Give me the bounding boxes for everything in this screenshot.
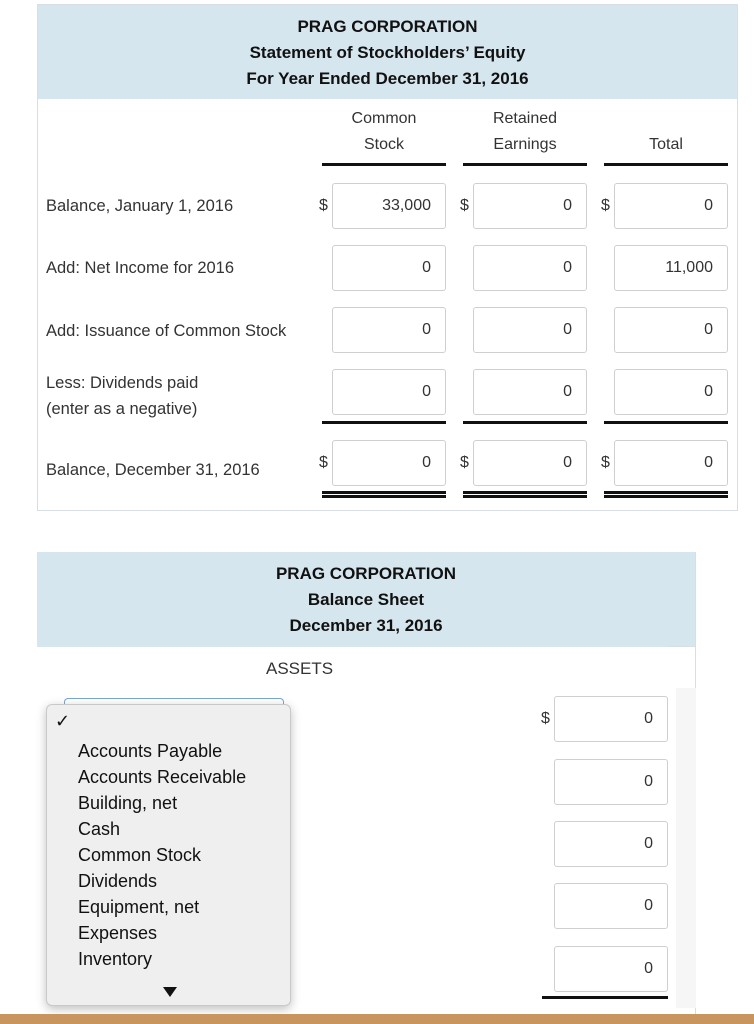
scroll-down-arrow-icon[interactable] (163, 987, 177, 997)
row-label-balance-jan: Balance, January 1, 2016 (46, 197, 234, 215)
equity-statement-title: Statement of Stockholders’ Equity (249, 43, 526, 62)
equity-company-name: PRAG CORPORATION (297, 17, 478, 36)
common-stock-balance-jan-input[interactable]: 33,000 (332, 183, 446, 229)
col-header-total: Total (649, 136, 683, 153)
total-balance-jan-input[interactable]: 0 (614, 183, 728, 229)
row-label-dividends: Less: Dividends paid (enter as a negative) (46, 374, 199, 418)
double-rule-total (604, 491, 728, 498)
retained-earnings-net-income-input[interactable]: 0 (473, 245, 587, 291)
subtotal-rule-total (604, 421, 728, 424)
account-dropdown-menu[interactable] (46, 704, 291, 1006)
header-rule-total (604, 163, 728, 166)
col-header-common-stock: Common Stock (351, 110, 417, 153)
double-rule-retained (463, 491, 587, 498)
row-label-balance-dec: Balance, December 31, 2016 (46, 461, 260, 479)
asset-amount-input[interactable]: 0 (554, 821, 668, 867)
dollar-sign: $ (460, 197, 469, 214)
equity-header (38, 5, 737, 99)
dollar-sign: $ (541, 710, 550, 727)
subtotal-rule-common (322, 421, 446, 424)
retained-earnings-dividends-input[interactable]: 0 (473, 369, 587, 415)
dollar-sign: $ (319, 454, 328, 471)
asset-amount-input[interactable]: 0 (554, 883, 668, 929)
dropdown-option-dividends[interactable]: Dividends (78, 871, 158, 891)
dollar-sign: $ (601, 197, 610, 214)
dropdown-option-cash[interactable]: Cash (78, 819, 121, 839)
col-header-retained-earnings: Retained Earnings (492, 110, 558, 153)
common-stock-net-income-input[interactable]: 0 (332, 245, 446, 291)
panel-edge-shade (676, 688, 696, 1008)
dropdown-option-building-net[interactable]: Building, net (78, 793, 178, 813)
retained-earnings-balance-dec-input[interactable]: 0 (473, 440, 587, 486)
checkmark-icon: ✓ (55, 711, 71, 731)
double-rule-common (322, 491, 446, 498)
dropdown-option-equipment-net[interactable]: Equipment, net (78, 897, 200, 917)
header-edge (667, 646, 696, 647)
dropdown-option-inventory[interactable]: Inventory (78, 949, 153, 969)
total-net-income-input[interactable]: 11,000 (614, 245, 728, 291)
bs-date: December 31, 2016 (289, 616, 443, 635)
asset-amount-input[interactable]: 0 (554, 946, 668, 992)
total-issuance-input[interactable]: 0 (614, 307, 728, 353)
asset-amount-input[interactable]: 0 (554, 759, 668, 805)
dollar-sign: $ (319, 197, 328, 214)
dollar-sign: $ (460, 454, 469, 471)
common-stock-dividends-input[interactable]: 0 (332, 369, 446, 415)
bottom-bar (0, 1014, 754, 1024)
row-label-issuance-common-stock: Add: Issuance of Common Stock (46, 322, 287, 340)
bs-company-name: PRAG CORPORATION (275, 564, 457, 583)
subtotal-rule-retained (463, 421, 587, 424)
dropdown-option-accounts-receivable[interactable]: Accounts Receivable (78, 767, 247, 787)
common-stock-issuance-input[interactable]: 0 (332, 307, 446, 353)
balance-sheet-header (37, 552, 695, 647)
asset-amount-input[interactable]: 0 (554, 696, 668, 742)
dollar-sign: $ (601, 454, 610, 471)
total-dividends-input[interactable]: 0 (614, 369, 728, 415)
total-assets-rule (542, 996, 668, 999)
retained-earnings-issuance-input[interactable]: 0 (473, 307, 587, 353)
equity-period: For Year Ended December 31, 2016 (246, 69, 529, 88)
header-rule-retained (463, 163, 587, 166)
retained-earnings-balance-jan-input[interactable]: 0 (473, 183, 587, 229)
bs-statement-title: Balance Sheet (307, 590, 425, 609)
dropdown-option-accounts-payable[interactable]: Accounts Payable (78, 741, 223, 761)
assets-section-title: ASSETS (266, 659, 334, 678)
common-stock-balance-dec-input[interactable]: 0 (332, 440, 446, 486)
dropdown-option-common-stock[interactable]: Common Stock (78, 845, 202, 865)
dropdown-option-expenses[interactable]: Expenses (78, 923, 158, 943)
row-label-net-income: Add: Net Income for 2016 (46, 259, 235, 277)
total-balance-dec-input[interactable]: 0 (614, 440, 728, 486)
header-rule-common (322, 163, 446, 166)
